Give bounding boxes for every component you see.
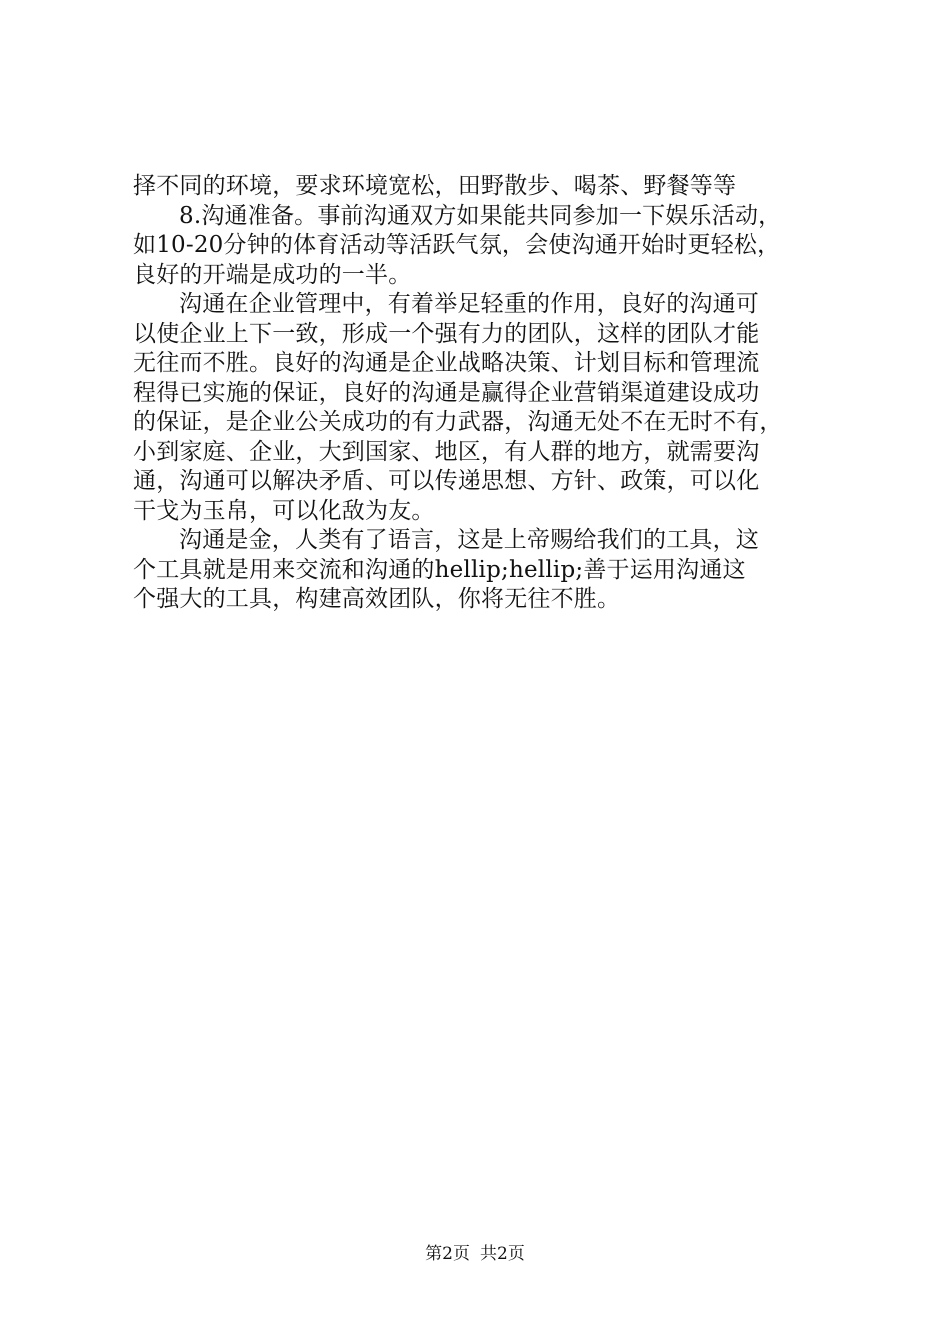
paragraph-line: 无往而不胜。良好的沟通是企业战略决策、计划目标和管理流 xyxy=(133,350,760,376)
paragraph-line: 干戈为玉帛，可以化敌为友。 xyxy=(133,497,435,524)
paragraph-line: 个强大的工具，构建高效团队，你将无往不胜。 xyxy=(133,586,621,612)
paragraph-line: 8.沟通准备。事前沟通双方如果能共同参加一下娱乐活动， xyxy=(179,202,782,229)
paragraph-line: 沟通是金，人类有了语言，这是上帝赐给我们的工具，这 xyxy=(179,527,759,553)
paragraph-line: 的保证，是企业公关成功的有力武器，沟通无处不在无时不有， xyxy=(133,409,783,435)
paragraph-line: 择不同的环境，要求环境宽松，田野散步、喝茶、野餐等等 xyxy=(133,173,737,199)
document-body xyxy=(133,172,833,615)
paragraph-line: 小到家庭、企业，大到国家、地区，有人群的地方，就需要沟 xyxy=(133,438,760,465)
page-number: 第2页 xyxy=(425,1244,470,1264)
paragraph-line: 个工具就是用来交流和沟通的hellip;hellip;善于运用沟通这 xyxy=(133,556,746,583)
page-total: 共2页 xyxy=(480,1244,525,1264)
paragraph-line: 以使企业上下一致，形成一个强有力的团队，这样的团队才能 xyxy=(133,320,760,347)
paragraph-line: 如10-20分钟的体育活动等活跃气氛，会使沟通开始时更轻松， xyxy=(133,232,781,258)
page-footer xyxy=(0,1243,950,1265)
paragraph-line: 通，沟通可以解决矛盾、可以传递思想、方针、政策，可以化 xyxy=(133,468,760,494)
paragraph-line: 沟通在企业管理中，有着举足轻重的作用，良好的沟通可 xyxy=(179,291,759,317)
paragraph-line: 良好的开端是成功的一半。 xyxy=(133,261,412,288)
paragraph-line: 程得已实施的保证，良好的沟通是赢得企业营销渠道建设成功 xyxy=(133,379,760,406)
